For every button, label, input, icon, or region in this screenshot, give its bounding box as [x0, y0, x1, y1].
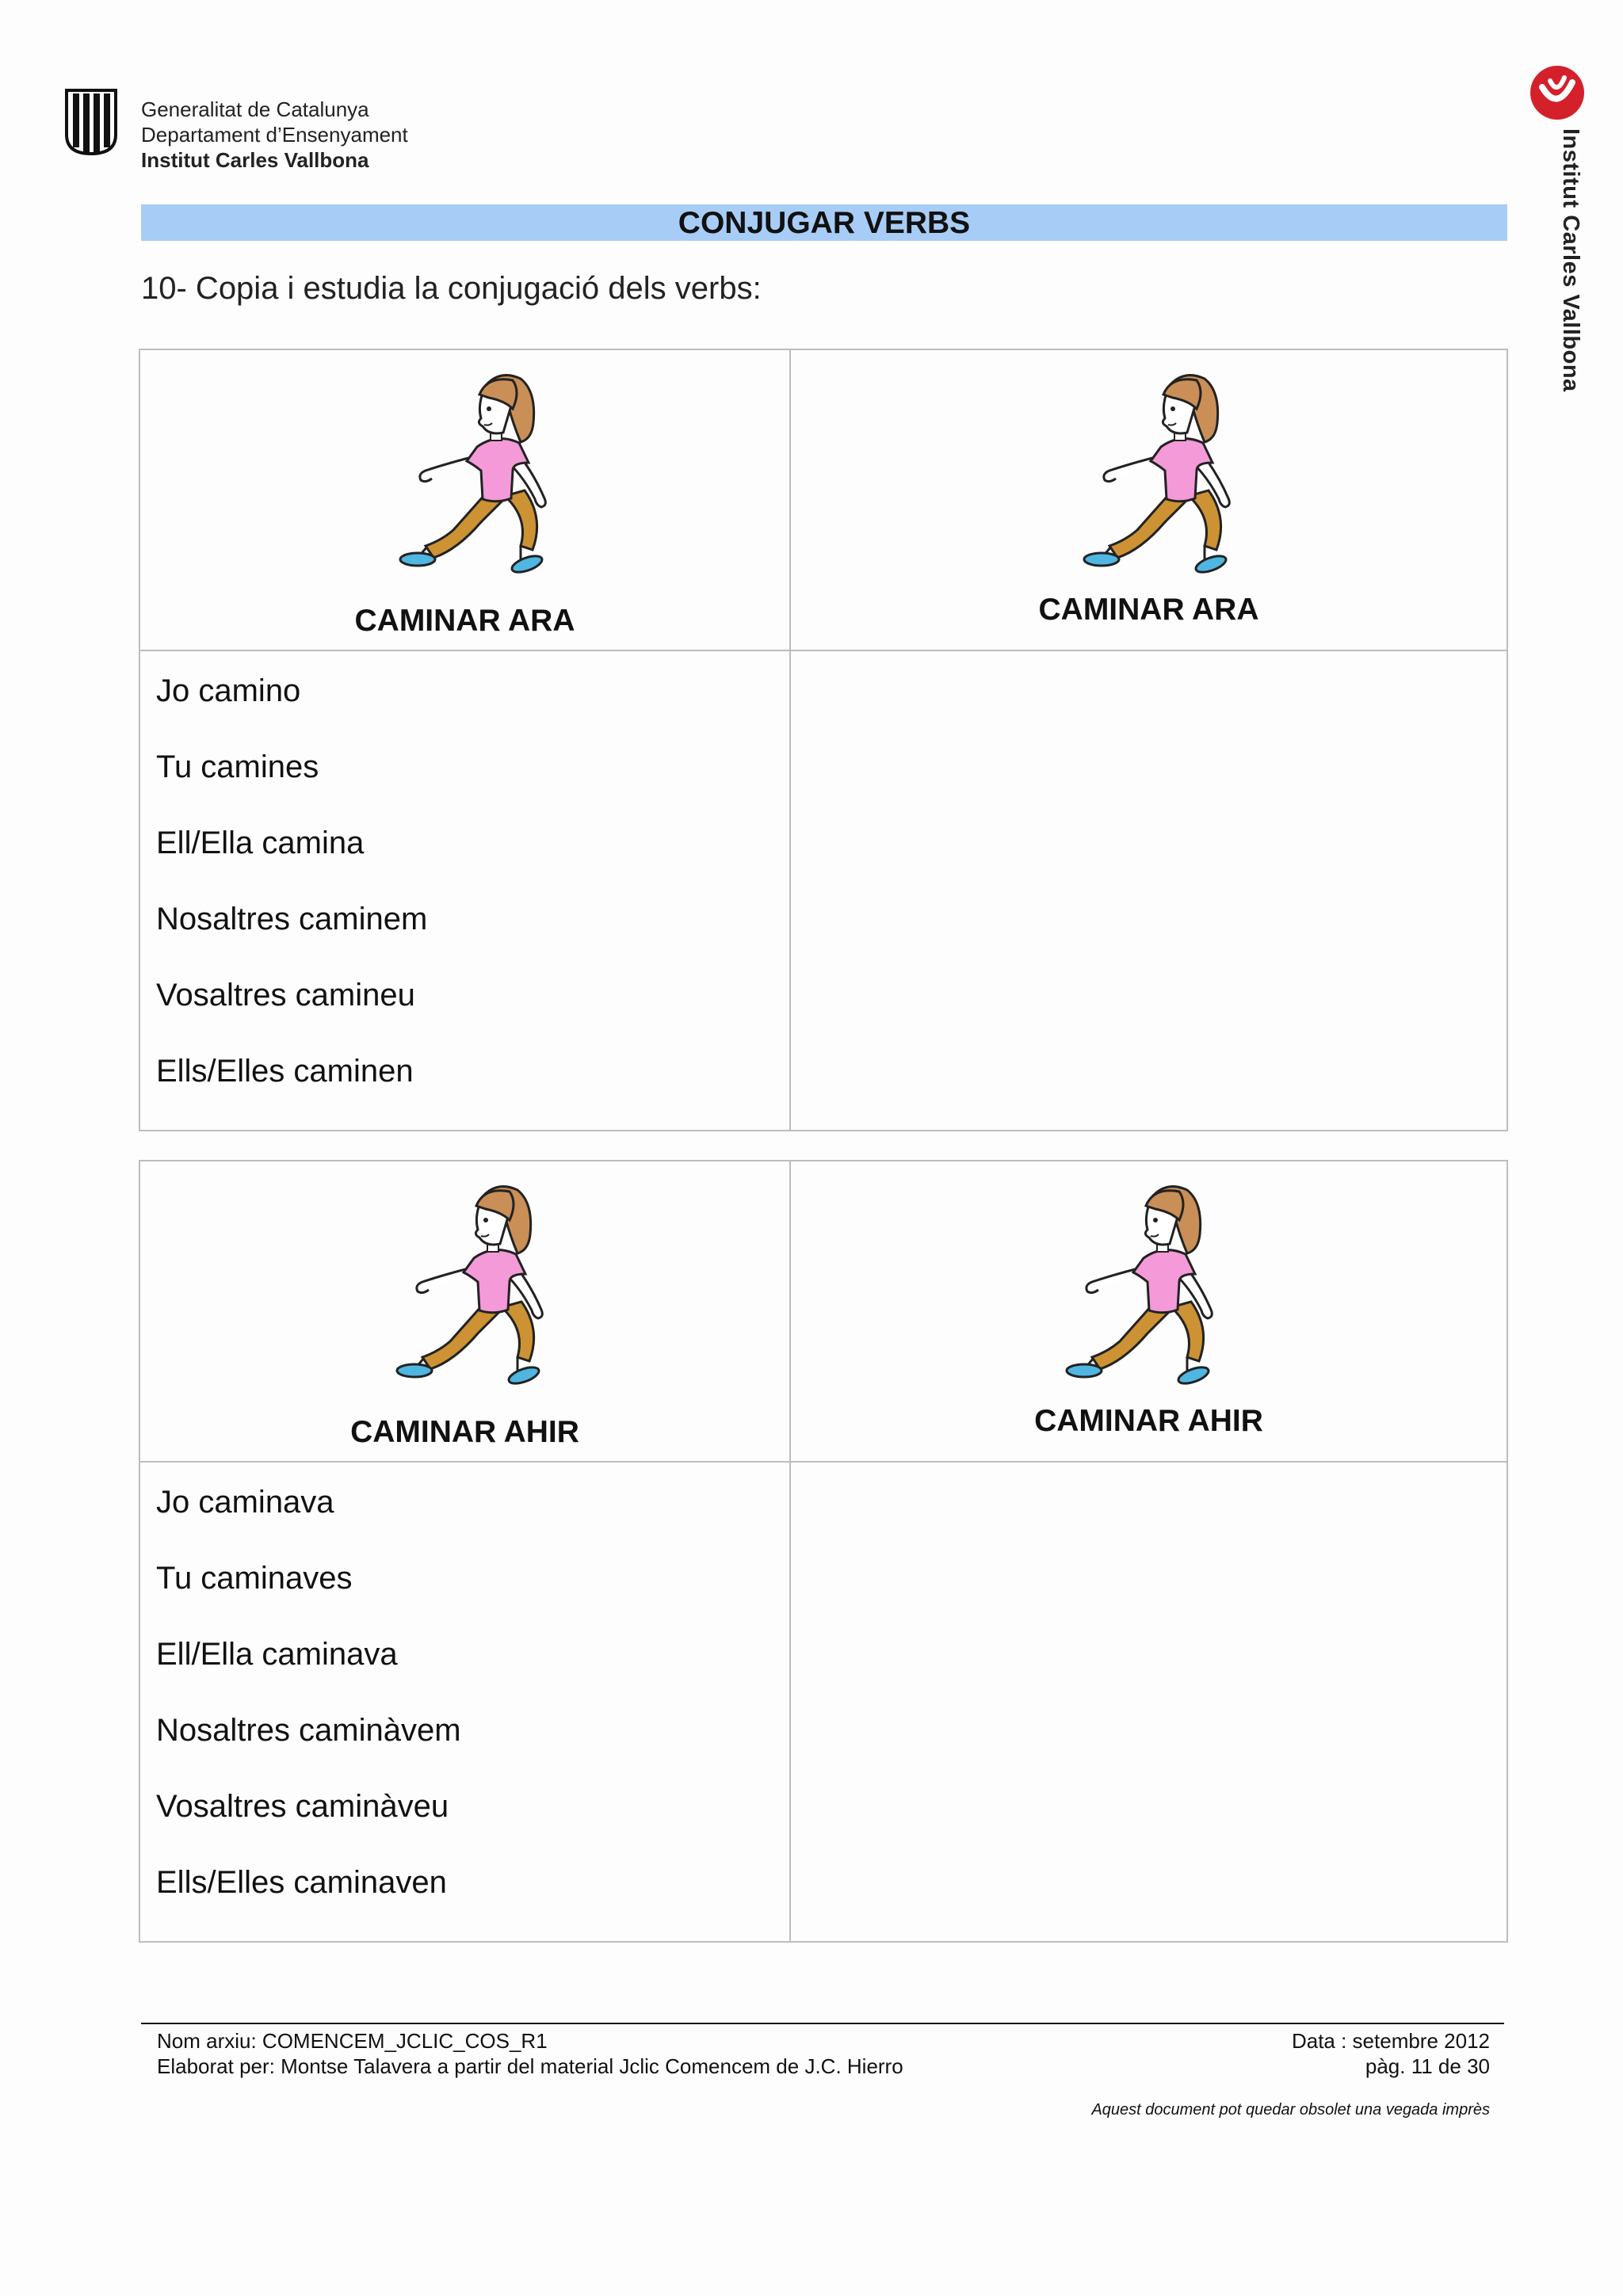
conjugation-item: Ell/Ella camina — [156, 826, 365, 860]
footer-author: Elaborat per: Montse Talavera a partir del material Jclic Comencem de J.C. Hierro — [157, 2054, 903, 2078]
footer-disclaimer: Aquest document pot quedar obsolet una vegada imprès — [1091, 2101, 1490, 2119]
conjugation-item: Vosaltres caminàveu — [156, 1789, 449, 1824]
copy-answer-cell[interactable] — [790, 1462, 1507, 1942]
verb-label-right: CAMINAR AHIR — [1034, 1404, 1263, 1438]
conjugation-item: Tu caminaves — [156, 1561, 353, 1596]
conjugation-cell — [139, 1462, 790, 1942]
generalitat-logo-icon — [62, 87, 120, 155]
conjugation-item: Tu camines — [156, 749, 319, 784]
walking-girl-icon — [1060, 1171, 1235, 1393]
conjugation-item: Nosaltres caminem — [156, 902, 428, 936]
conjugation-item: Jo camino — [156, 673, 301, 708]
conjugation-item: Ell/Ella caminava — [156, 1637, 398, 1672]
conjugation-item: Ells/Elles caminen — [156, 1054, 414, 1089]
walking-girl-icon — [1078, 360, 1252, 582]
conjugation-item: Vosaltres camineu — [156, 978, 415, 1013]
footer-left — [157, 2028, 903, 2079]
image-cell-right — [790, 349, 1507, 650]
verb-label-left: CAMINAR AHIR — [350, 1415, 579, 1449]
header-line-2: Departament d’Ensenyament — [141, 123, 408, 147]
header-line-3: Institut Carles Vallbona — [141, 148, 369, 172]
side-brand-text: Institut Carles Vallbona — [1558, 128, 1583, 392]
verb-table-past — [139, 1160, 1508, 1943]
image-cell-right — [790, 1161, 1507, 1462]
conjugation-list — [148, 1463, 789, 1941]
header-institution — [141, 97, 408, 173]
exercise-instruction: 10- Copia i estudia la conjugació dels verbs: — [141, 271, 762, 306]
walking-girl-icon — [394, 360, 568, 582]
conjugation-item: Ells/Elles caminaven — [156, 1865, 447, 1900]
footer-date: Data : setembre 2012 — [1291, 2029, 1490, 2053]
conjugation-item: Nosaltres caminàvem — [156, 1713, 461, 1748]
footer-page-number: pàg. 11 de 30 — [1365, 2054, 1490, 2078]
school-logo-icon — [1528, 63, 1587, 122]
conjugation-item: Jo caminava — [156, 1485, 334, 1520]
conjugation-list — [148, 651, 789, 1130]
walking-girl-icon — [391, 1171, 565, 1393]
header-line-1: Generalitat de Catalunya — [141, 97, 369, 121]
verb-table-present — [139, 349, 1508, 1131]
copy-answer-cell[interactable] — [790, 650, 1507, 1131]
verb-label-right: CAMINAR ARA — [1038, 593, 1259, 627]
footer-right — [1292, 2028, 1490, 2079]
footer-divider — [141, 2023, 1504, 2024]
page-title: CONJUGAR VERBS — [141, 204, 1507, 241]
conjugation-cell — [139, 650, 790, 1131]
image-cell-left — [139, 1161, 790, 1462]
footer-file-name: Nom arxiu: COMENCEM_JCLIC_COS_R1 — [157, 2029, 548, 2053]
verb-label-left: CAMINAR ARA — [354, 604, 575, 638]
image-cell-left — [139, 349, 790, 650]
